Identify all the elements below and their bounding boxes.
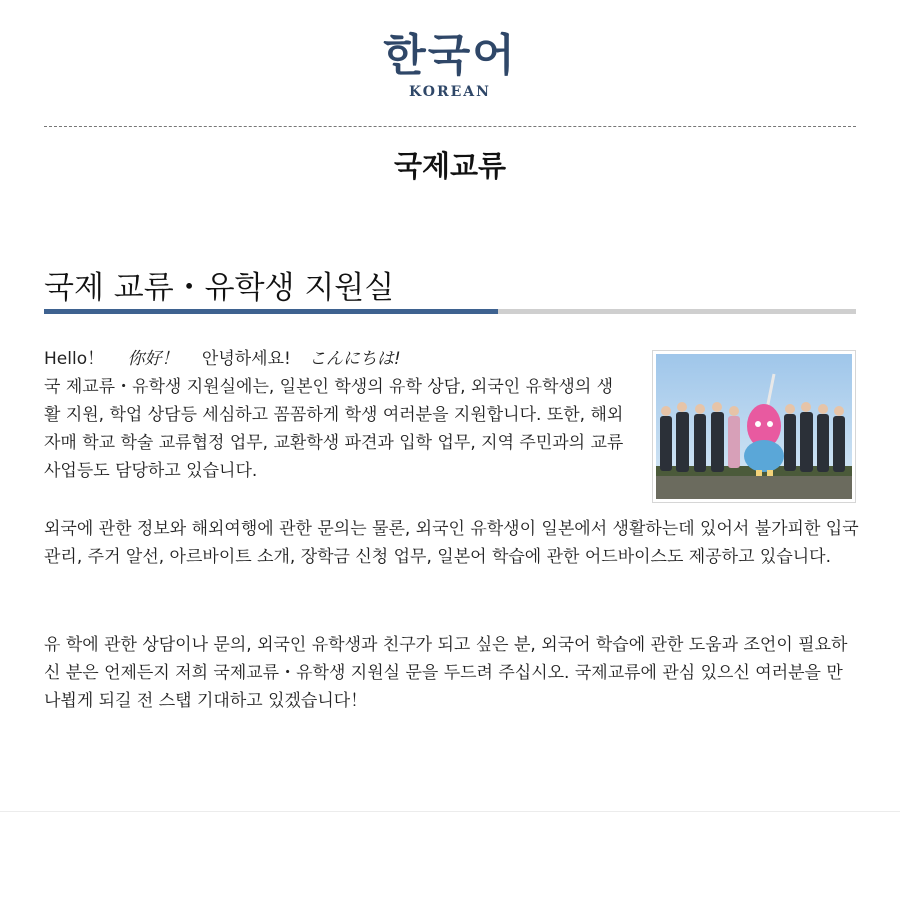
footer-divider (0, 811, 900, 812)
info-paragraph: 외국에 관한 정보와 해외여행에 관한 문의는 물론, 외국인 유학생이 일본에서 생활하는데 있어서 불가피한 입국 관리, 주거 알선, 아르바이트 소개, 장학금 신청 업무, 일본어 학습에 관한 어드바이스도 제공하고 있습니다. (44, 519, 859, 567)
group-photo-image (656, 354, 852, 499)
logo-korean-text: 한국어 (383, 30, 517, 81)
section-title: 국제 교류・유학생 지원실 (44, 270, 395, 306)
section-title-underline-accent (44, 309, 498, 314)
header-divider (44, 126, 856, 127)
intro-paragraph (44, 345, 624, 485)
logo-english-text: KOREAN (409, 84, 491, 100)
page-title: 국제교류 (393, 149, 507, 183)
site-logo[interactable] (0, 30, 900, 100)
group-photo (652, 350, 856, 503)
section-title-underline (44, 309, 856, 314)
greeting-korean: 안녕하세요! (201, 349, 291, 369)
greeting-line (44, 345, 624, 373)
greeting-english: Hello！ (44, 349, 105, 369)
greeting-chinese: 你好！ (127, 349, 179, 369)
greeting-japanese: こんにちは! (308, 349, 401, 369)
contact-paragraph: 유 학에 관한 상담이나 문의, 외국인 유학생과 친구가 되고 싶은 분, 외국어 학습에 관한 도움과 조언이 필요하신 분은 언제든지 저희 국제교류・유학생 지원실 문을 두드려 주십시오. 국제교류에 관심 있으신 여러분을 만나뵙게 되길 전 스탭 기대하고 있겠습니다！ (44, 635, 848, 711)
intro-text: 국 제교류・유학생 지원실에는, 일본인 학생의 유학 상담, 외국인 유학생의 생활 지원, 학업 상담등 세심하고 꼼꼼하게 학생 여러분을 지원합니다. 또한, 해외 자매 학교 학술 교류협정 업무, 교환학생 파견과 입학 업무, 지역 주민과의 교류 사업등도 담당하고 있습니다. (44, 377, 624, 481)
